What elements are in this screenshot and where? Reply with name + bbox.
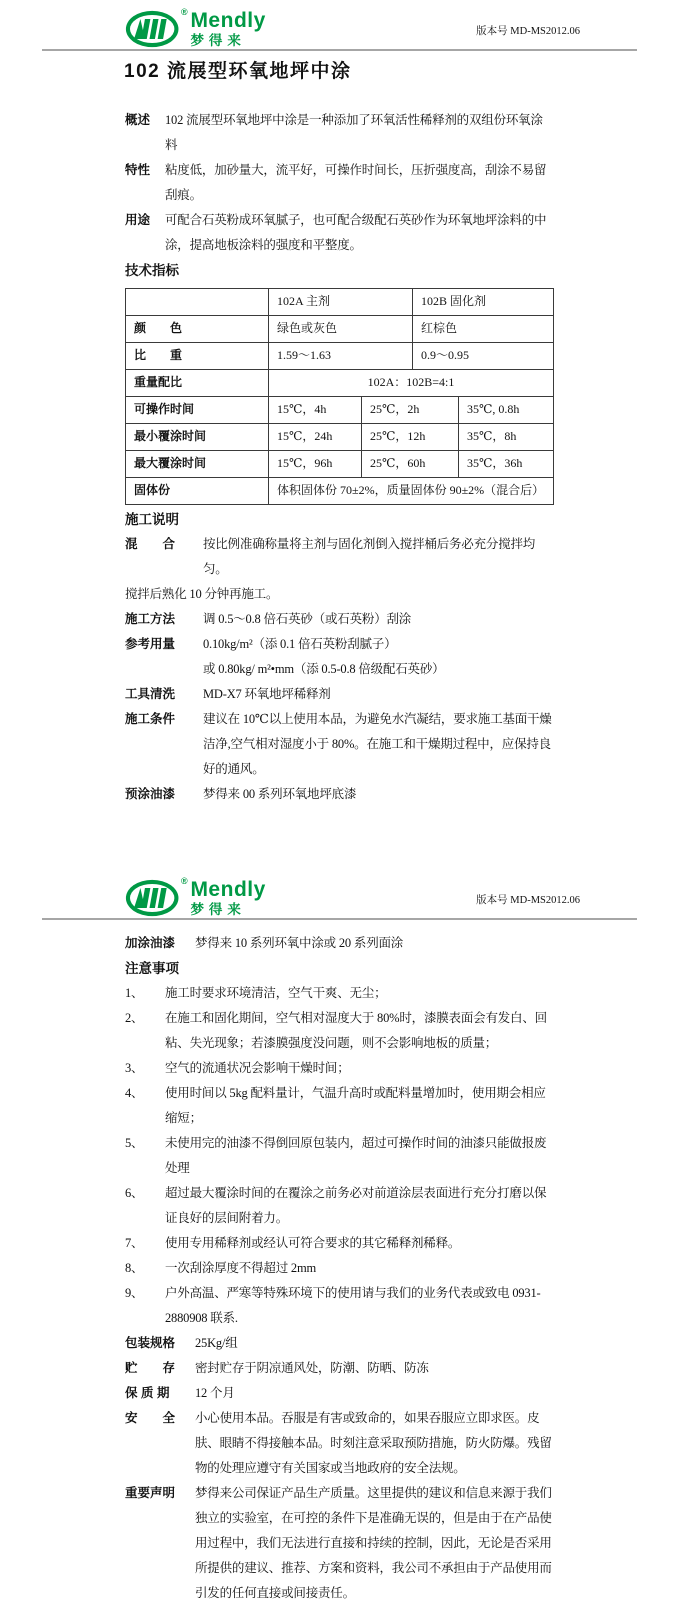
note-item: [125, 1281, 554, 1331]
brand-name-cn: 梦得来: [190, 33, 246, 48]
section-precoat: [125, 782, 554, 807]
page1-content: [125, 60, 554, 807]
mendly-logo-icon: [125, 878, 183, 918]
row-label: 重量配比: [134, 375, 183, 389]
note-text: 户外高温、严寒等特殊环境下的使用请与我们的业务代表或致电 0931-2880908 联系.: [165, 1286, 541, 1325]
cell-value: 体积固体份 70±2%，质量固体份 90±2%（混合后）: [268, 478, 553, 504]
safety-text: 小心使用本品。吞服是有害或致命的，如果吞服应立即求医。皮肤、眼睛不得接触本品。时刻注意采取预防措施，防火防爆。残留物的处理应遵守有关国家或当地政府的安全法规。: [195, 1411, 552, 1475]
usage-label: 用途: [125, 213, 151, 227]
storage-label: 贮 存: [125, 1361, 176, 1375]
conditions-text: 建议在 10℃以上使用本品，为避免水汽凝结，要求施工基面干燥洁净,空气相对湿度小于 80%。在施工和干燥期过程中，应保持良好的通风。: [203, 712, 552, 776]
section-mixing: [125, 532, 554, 582]
section-safety: [125, 1406, 554, 1481]
note-text: 施工时要求环境清洁，空气干爽、无尘；: [165, 986, 387, 1000]
version-number: 版本号 MD-MS2012.06: [476, 895, 580, 906]
brand-text: [190, 879, 265, 917]
disclaimer-label: 重要声明: [125, 1486, 176, 1500]
cell-value: 25℃，60h: [361, 451, 458, 477]
packing-label: 包装规格: [125, 1336, 176, 1350]
note-item: [125, 1081, 554, 1131]
shelf-life-text: 12 个月: [195, 1386, 235, 1400]
note-number: 2、: [125, 1011, 144, 1025]
product-title: 102 流展型环氧地坪中涂: [124, 61, 352, 82]
cell-value: 红棕色: [412, 316, 553, 342]
table-row-ratio: [126, 369, 553, 396]
cell-value: 102A：102B=4:1: [268, 370, 553, 396]
overview-label: 概述: [125, 113, 151, 127]
section-method: [125, 607, 554, 632]
dosage-line2: 或 0.80kg/ m²•mm（添 0.5-0.8 倍级配石英砂）: [203, 662, 445, 676]
cell-value: 35℃, 0.8h: [458, 397, 553, 423]
cell-value: 35℃，8h: [458, 424, 553, 450]
page2-content: [125, 920, 554, 1606]
page-2: [0, 869, 687, 1606]
note-item: [125, 1006, 554, 1056]
header-cell-blank: [126, 289, 268, 315]
cell-value: 15℃，4h: [268, 397, 361, 423]
usage-text: 可配合石英粉成环氧腻子，也可配合级配石英砂作为环氧地坪涂料的中涂，提高地板涂料的强度和平整度。: [165, 213, 547, 252]
feature-text: 粘度低，加砂量大，流平好，可操作时间长，压折强度高，刮涂不易留刮痕。: [165, 163, 547, 202]
safety-label: 安 全: [125, 1411, 176, 1425]
shelf-life-label: 保 质 期: [125, 1386, 170, 1400]
dosage-label: 参考用量: [125, 637, 176, 651]
version-number: 版本号 MD-MS2012.06: [476, 26, 580, 37]
header-cell-102a: 102A 主剂: [268, 289, 412, 315]
header-rule: [42, 49, 637, 51]
note-number: 7、: [125, 1236, 144, 1250]
brand-name-cn: 梦得来: [190, 902, 246, 917]
brand-logo: [125, 9, 266, 49]
brand-name-en: Mendly: [190, 9, 266, 32]
cell-value: 35℃，36h: [458, 451, 553, 477]
note-number: 8、: [125, 1261, 144, 1275]
note-item: [125, 1181, 554, 1231]
mendly-logo-icon: [125, 9, 183, 49]
registered-trademark-icon: ®: [181, 7, 188, 17]
row-label: 可操作时间: [134, 402, 195, 416]
registered-trademark-icon: ®: [181, 876, 188, 886]
cleaning-text: MD-X7 环氧地坪稀释剂: [203, 687, 331, 701]
section-usage: [125, 208, 554, 258]
row-label: 颜 色: [134, 321, 183, 335]
cell-value: 绿色或灰色: [268, 316, 412, 342]
brand-logo: [125, 878, 266, 918]
section-storage: [125, 1356, 554, 1381]
section-overview: [125, 108, 554, 158]
precoat-label: 预涂油漆: [125, 787, 176, 801]
overview-text: 102 流展型环氧地坪中涂是一种添加了环氧活性稀释剂的双组份环氧涂料: [165, 113, 543, 152]
section-packing: [125, 1331, 554, 1356]
note-number: 5、: [125, 1136, 144, 1150]
note-number: 3、: [125, 1061, 144, 1075]
cell-value: 25℃，2h: [361, 397, 458, 423]
table-row-max-recoat: [126, 450, 553, 477]
table-row-color: [126, 315, 553, 342]
precoat-text: 梦得来 00 系列环氧地坪底漆: [203, 787, 357, 801]
mixing-text: 按比例准确称量将主剂与固化剂倒入搅拌桶后务必充分搅拌均匀。: [203, 537, 536, 576]
construction-heading: 施工说明: [125, 512, 179, 527]
section-shelf-life: [125, 1381, 554, 1406]
cell-value: 15℃，24h: [268, 424, 361, 450]
page-header: [0, 869, 687, 918]
row-label: 最大覆涂时间: [134, 456, 207, 470]
note-text: 一次刮涂厚度不得超过 2mm: [165, 1261, 317, 1275]
row-label: 最小覆涂时间: [134, 429, 207, 443]
section-feature: [125, 158, 554, 208]
brand-name-en: Mendly: [190, 878, 266, 901]
note-item: [125, 1131, 554, 1181]
notes-heading: 注意事项: [125, 961, 179, 976]
note-text: 超过最大覆涂时间的在覆涂之前务必对前道涂层表面进行充分打磨以保证良好的层间附着力。: [165, 1186, 547, 1225]
method-text: 调 0.5～0.8 倍石英砂（或石英粉）刮涂: [203, 612, 412, 626]
tech-specs-heading: 技术指标: [125, 263, 179, 278]
note-text: 空气的流通状况会影响干燥时间；: [165, 1061, 350, 1075]
note-text: 使用时间以 5kg 配料量计，气温升高时或配料量增加时，使用期会相应缩短；: [165, 1086, 546, 1125]
note-text: 使用专用稀释剂或经认可符合要求的其它稀释剂稀释。: [165, 1236, 461, 1250]
table-row-solids: [126, 477, 553, 504]
mixing-label: 混 合: [125, 537, 176, 551]
section-disclaimer: [125, 1481, 554, 1606]
note-number: 6、: [125, 1186, 144, 1200]
topcoat-text: 梦得来 10 系列环氧中涂或 20 系列面涂: [195, 936, 404, 950]
brand-text: [190, 10, 265, 48]
section-cleaning: [125, 682, 554, 707]
note-number: 1、: [125, 986, 144, 1000]
note-text: 在施工和固化期间，空气相对湿度大于 80%时，漆膜表面会有发白、回粘、失光现象；若漆膜强度没问题，则不会影响地板的质量；: [165, 1011, 547, 1050]
row-label: 固体份: [134, 483, 171, 497]
spec-table: [125, 288, 554, 505]
note-number: 4、: [125, 1086, 144, 1100]
table-row-min-recoat: [126, 423, 553, 450]
table-row-gravity: [126, 342, 553, 369]
table-row-pot-life: [126, 396, 553, 423]
section-dosage: [125, 632, 554, 682]
table-row-header: [126, 289, 553, 315]
dosage-line1: 0.10kg/m²（添 0.1 倍石英粉刮腻子）: [203, 637, 397, 651]
disclaimer-text: 梦得来公司保证产品生产质量。这里提供的建议和信息来源于我们独立的实验室，在可控的条件下是准确无误的，但是由于在产品使用过程中，我们无法进行直接和持续的控制，因此，无论是否采用所提供的建议、推荐、方案和资料，我公司不承担由于产品使用而引发的任何直接或间接责任。: [195, 1486, 552, 1600]
row-label: 比 重: [134, 348, 183, 362]
section-topcoat: [125, 931, 554, 956]
note-number: 9、: [125, 1286, 144, 1300]
dosage-text: [203, 632, 554, 682]
note-item: [125, 981, 554, 1006]
cell-value: 25℃，12h: [361, 424, 458, 450]
cell-value: 0.9～0.95: [412, 343, 553, 369]
topcoat-label: 加涂油漆: [125, 936, 176, 950]
cleaning-label: 工具清洗: [125, 687, 176, 701]
note-item: [125, 1256, 554, 1281]
storage-text: 密封贮存于阴凉通风处，防潮、防晒、防冻: [195, 1361, 429, 1375]
packing-text: 25Kg/组: [195, 1336, 238, 1350]
note-text: 未使用完的油漆不得倒回原包装内，超过可操作时间的油漆只能做报废处理: [165, 1136, 547, 1175]
note-item: [125, 1056, 554, 1081]
conditions-label: 施工条件: [125, 712, 176, 726]
header-cell-102b: 102B 固化剂: [412, 289, 553, 315]
cell-value: 1.59～1.63: [268, 343, 412, 369]
cell-value: 15℃，96h: [268, 451, 361, 477]
method-label: 施工方法: [125, 612, 176, 626]
page-header: [0, 0, 687, 49]
section-conditions: [125, 707, 554, 782]
note-item: [125, 1231, 554, 1256]
feature-label: 特性: [125, 163, 151, 177]
mixing-continuation: 搅拌后熟化 10 分钟再施工。: [125, 587, 279, 601]
